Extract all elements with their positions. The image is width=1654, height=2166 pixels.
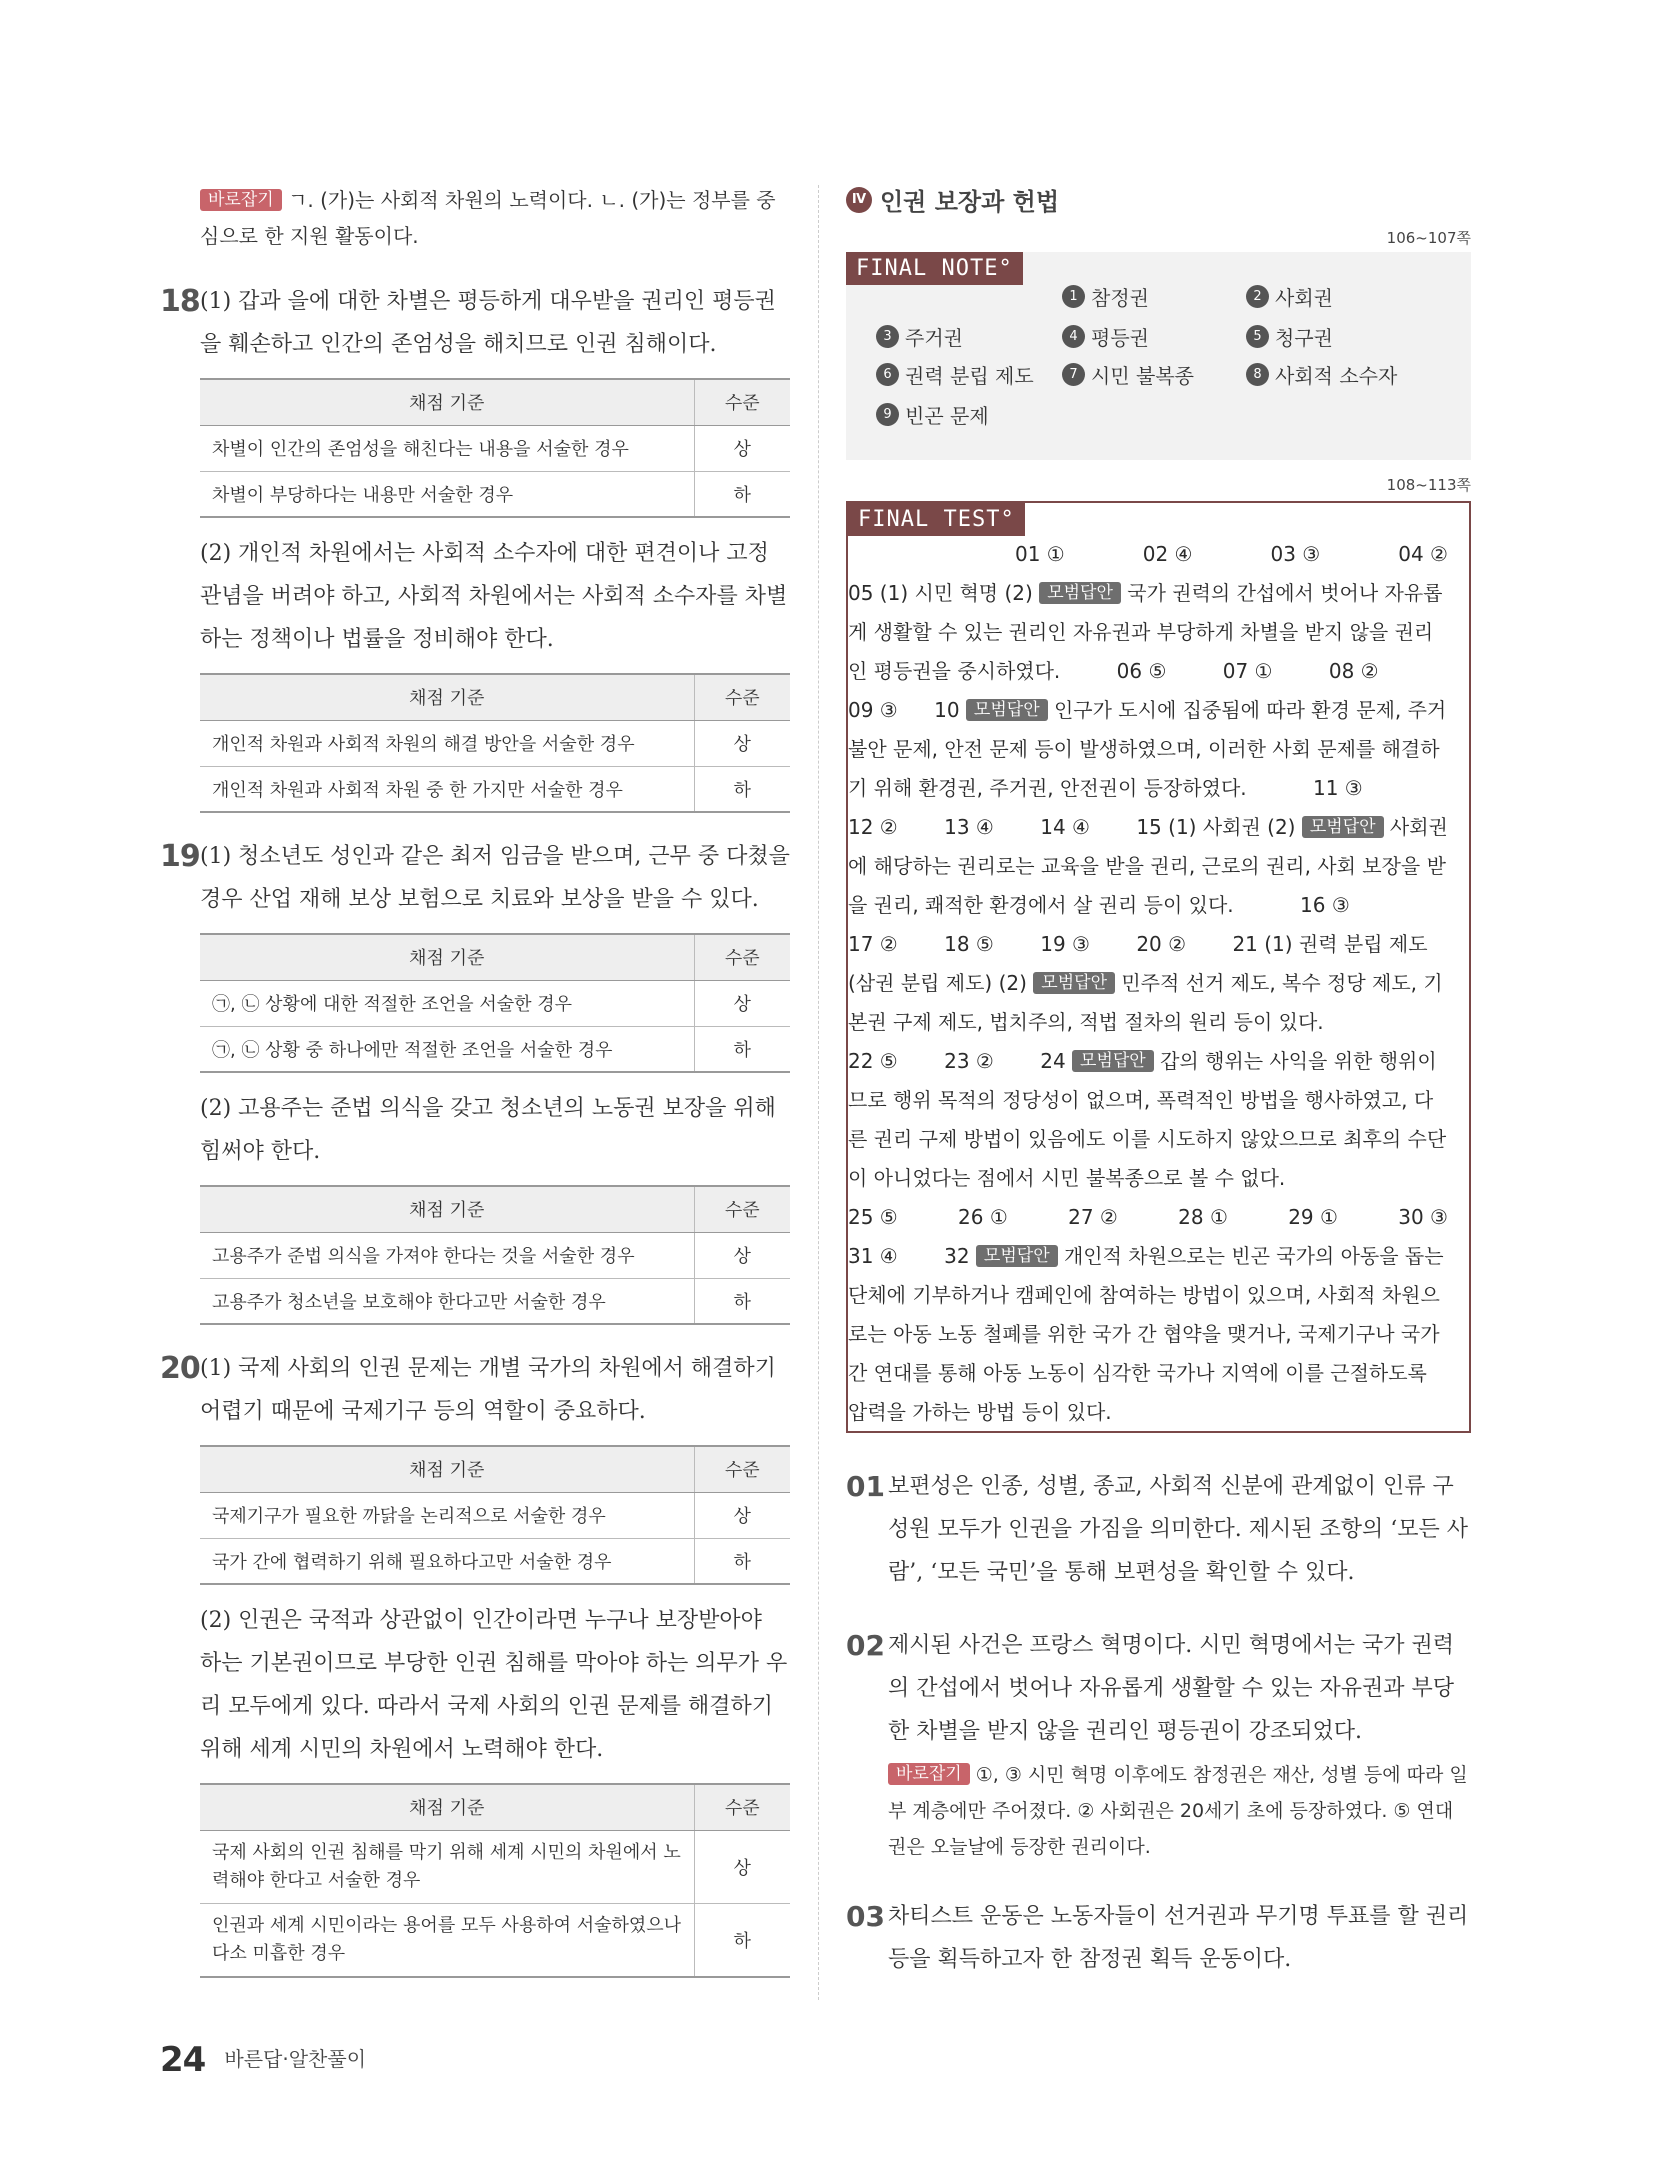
answer: 02 ④ xyxy=(1142,542,1193,566)
level-cell: 하 xyxy=(694,766,790,812)
circled-number-icon: 4 xyxy=(1062,325,1085,348)
answer-text: (1) 청소년도 성인과 같은 최저 임금을 받으며, 근무 중 다쳤을 경우 산업 재해 보상 보험으로 치료와 보상을 받을 수 있다. xyxy=(200,844,790,912)
section-title xyxy=(846,182,1471,217)
level-cell: 상 xyxy=(694,1830,790,1903)
criteria-cell: 인권과 세계 시민이라는 용어를 모두 사용하여 서술하였으나 다소 미흡한 경우 xyxy=(200,1903,694,1977)
criteria-cell: 국제 사회의 인권 침해를 막기 위해 세계 시민의 차원에서 노력해야 한다고 서술한 경우 xyxy=(200,1830,694,1903)
correction-note xyxy=(160,182,790,254)
right-column xyxy=(846,182,1471,1981)
final-note-box xyxy=(846,252,1471,460)
answer: 27 ② xyxy=(1068,1205,1118,1229)
level-cell: 하 xyxy=(694,1538,790,1584)
question-20 xyxy=(160,1347,790,1978)
level-header: 수준 xyxy=(694,1784,790,1830)
level-header: 수준 xyxy=(694,379,790,425)
question-number: 18 xyxy=(160,284,200,319)
answer: 29 ① xyxy=(1288,1205,1338,1229)
answer: 12 ② xyxy=(848,815,898,839)
criteria-cell: 개인적 차원과 사회적 차원의 해결 방안을 서술한 경우 xyxy=(200,720,694,766)
table-row xyxy=(200,1278,790,1324)
question-number: 01 xyxy=(846,1470,885,1503)
left-column xyxy=(160,182,790,1992)
grading-table xyxy=(200,1445,790,1585)
note-item-label: 사회적 소수자 xyxy=(1275,364,1398,388)
answer-22-24 xyxy=(848,1042,1448,1198)
q20-part2: (2) 인권은 국적과 상관없이 인간이라면 누구나 보장받아야 하는 기본권이므로 부당한 인권 침해를 막아야 하는 의무가 우리 모두에게 있다. 따라서 국제 사회의 인권 문제를 해결하기 위해 세계 시민의 차원에서 노력해야 한다. xyxy=(200,1608,788,1762)
page-footer xyxy=(160,2040,366,2080)
table-row xyxy=(200,1830,790,1903)
table-row xyxy=(200,1492,790,1538)
answer-17-21 xyxy=(848,925,1448,1042)
criteria-cell: ㉠, ㉡ 상황에 대한 적절한 조언을 서술한 경우 xyxy=(200,980,694,1026)
correction-tag: 바로잡기 xyxy=(888,1763,970,1785)
answer: 28 ① xyxy=(1178,1205,1228,1229)
column-divider xyxy=(818,185,819,2000)
final-test-answers xyxy=(848,535,1448,1432)
circled-number-icon: 8 xyxy=(1246,363,1269,386)
grading-table xyxy=(200,1783,790,1978)
answer: 16 ③ xyxy=(1300,893,1350,917)
note-item-label: 권력 분립 제도 xyxy=(905,364,1034,388)
explanation-02 xyxy=(846,1624,1471,1753)
note-item xyxy=(876,322,963,351)
answer: 19 ③ xyxy=(1040,932,1090,956)
answer: 08 ② xyxy=(1328,659,1379,683)
table-row xyxy=(200,471,790,517)
answer-12-16 xyxy=(848,808,1448,925)
explanation-text: 제시된 사건은 프랑스 혁명이다. 시민 혁명에서는 국가 권력의 간섭에서 벗어나 자유롭게 생활할 수 있는 자유권과 부당한 차별을 받지 않을 권리인 평등권이 강조되었다. xyxy=(888,1633,1454,1744)
final-note-pages: 106~107쪽 xyxy=(1386,229,1471,247)
explanation-text: 보편성은 인종, 성별, 종교, 사회적 신분에 관계없이 인류 구성원 모두가 인권을 가짐을 의미한다. 제시된 조항의 ‘모든 사람’, ‘모든 국민’을 통해 보편성을 확인할 수 있다. xyxy=(888,1474,1468,1585)
answer-head: 15 (1) 사회권 (2) xyxy=(1136,815,1296,839)
answer: 18 ⑤ xyxy=(944,932,994,956)
level-cell: 상 xyxy=(694,1492,790,1538)
table-row xyxy=(200,766,790,812)
level-cell: 하 xyxy=(694,471,790,517)
model-answer-tag: 모범답안 xyxy=(1302,816,1384,838)
question-19 xyxy=(160,835,790,1325)
q19-part1 xyxy=(160,835,790,921)
answer-head: 21 (1) 권력 분립 제도(삼권 분립 제도) (2) xyxy=(848,932,1428,995)
note-item xyxy=(1246,282,1333,311)
correction-text: ①, ③ 시민 혁명 이후에도 참정권은 재산, 성별 등에 따라 일부 계층에만 주어졌다. ② 사회권은 20세기 초에 등장하였다. ⑤ 연대권은 오늘날에 등장한 권리이다. xyxy=(888,1764,1468,1858)
correction-text: ㄱ. (가)는 사회적 차원의 노력이다. ㄴ. (가)는 정부를 중심으로 한 지원 활동이다. xyxy=(200,188,776,248)
note-item-label: 시민 불복종 xyxy=(1091,364,1194,388)
grading-table xyxy=(200,933,790,1073)
q20-part1 xyxy=(160,1347,790,1433)
criteria-cell: ㉠, ㉡ 상황 중 하나에만 적절한 조언을 서술한 경우 xyxy=(200,1026,694,1072)
answer-text: 인구가 도시에 집중됨에 따라 환경 문제, 주거 불안 문제, 안전 문제 등이 발생하였으며, 이러한 사회 문제를 해결하기 위해 환경권, 주거권, 안전권이 등장하였다. xyxy=(848,698,1447,800)
criteria-header: 채점 기준 xyxy=(200,379,694,425)
criteria-cell: 차별이 부당하다는 내용만 서술한 경우 xyxy=(200,471,694,517)
level-header: 수준 xyxy=(694,1186,790,1232)
grading-table xyxy=(200,1185,790,1325)
note-item-label: 사회권 xyxy=(1275,286,1333,310)
q18-part1 xyxy=(160,280,790,366)
note-item-label: 주거권 xyxy=(905,326,963,350)
answer: 20 ② xyxy=(1136,932,1187,956)
level-header: 수준 xyxy=(694,1446,790,1492)
note-item xyxy=(1246,322,1333,351)
table-row xyxy=(200,425,790,471)
question-number: 19 xyxy=(160,839,200,874)
answer-text: (1) 국제 사회의 인권 문제는 개별 국가의 차원에서 해결하기 어렵기 때문에 국제기구 등의 역할이 중요하다. xyxy=(200,1356,776,1424)
note-item xyxy=(1062,282,1149,311)
criteria-cell: 국가 간에 협력하기 위해 필요하다고만 서술한 경우 xyxy=(200,1538,694,1584)
circled-number-icon: 6 xyxy=(876,363,899,386)
section-number-icon: Ⅳ xyxy=(846,187,872,213)
table-row xyxy=(200,1903,790,1977)
level-cell: 상 xyxy=(694,425,790,471)
answer-head: 32 xyxy=(944,1244,970,1268)
answer-31-32 xyxy=(848,1237,1448,1432)
q19-part2: (2) 고용주는 준법 의식을 갖고 청소년의 노동권 보장을 위해 힘써야 한다. xyxy=(200,1096,776,1164)
final-note-banner: FINAL NOTE° xyxy=(846,252,1023,285)
criteria-cell: 국제기구가 필요한 까닭을 논리적으로 서술한 경우 xyxy=(200,1492,694,1538)
answer-09-10 xyxy=(848,691,1448,808)
note-item xyxy=(1062,322,1149,351)
circled-number-icon: 9 xyxy=(876,403,899,426)
level-cell: 상 xyxy=(694,720,790,766)
criteria-header: 채점 기준 xyxy=(200,674,694,720)
model-answer-tag: 모범답안 xyxy=(976,1245,1058,1267)
circled-number-icon: 7 xyxy=(1062,363,1085,386)
answer-head: 24 xyxy=(1040,1049,1066,1073)
answer-text: (1) 갑과 을에 대한 차별은 평등하게 대우받을 권리인 평등권을 훼손하고 인간의 존엄성을 해치므로 인권 침해이다. xyxy=(200,289,776,357)
answer: 04 ② xyxy=(1398,542,1448,566)
answer: 25 ⑤ xyxy=(848,1205,898,1229)
criteria-cell: 차별이 인간의 존엄성을 해친다는 내용을 서술한 경우 xyxy=(200,425,694,471)
level-cell: 하 xyxy=(694,1278,790,1324)
answer-head: 10 xyxy=(934,698,960,722)
answer: 17 ② xyxy=(848,932,898,956)
answer-text: 갑의 행위는 사익을 위한 행위이므로 행위 목적의 정당성이 없으며, 폭력적인 방법을 행사하였고, 다른 권리 구제 방법이 있음에도 이를 시도하지 않았으므로 최후의 수단이 아니었다는 점에서 시민 불복종으로 볼 수 없다. xyxy=(848,1049,1447,1190)
level-cell: 상 xyxy=(694,1232,790,1278)
criteria-header: 채점 기준 xyxy=(200,934,694,980)
answer-row xyxy=(848,535,1448,574)
criteria-header: 채점 기준 xyxy=(200,1446,694,1492)
grading-table xyxy=(200,378,790,518)
criteria-header: 채점 기준 xyxy=(200,1186,694,1232)
table-row xyxy=(200,1538,790,1584)
q18-part2: (2) 개인적 차원에서는 사회적 소수자에 대한 편견이나 고정관념을 버려야 하고, 사회적 차원에서는 사회적 소수자를 차별하는 정책이나 법률을 정비해야 한다. xyxy=(200,541,788,652)
explanation-03 xyxy=(846,1895,1471,1981)
note-item xyxy=(876,360,1034,389)
model-answer-tag: 모범답안 xyxy=(1033,972,1115,994)
criteria-header: 채점 기준 xyxy=(200,1784,694,1830)
circled-number-icon: 1 xyxy=(1062,285,1085,308)
answer-text: 사회권에 해당하는 권리로는 교육을 받을 권리, 근로의 권리, 사회 보장을 받을 권리, 쾌적한 환경에서 살 권리 등이 있다. xyxy=(848,815,1448,917)
answer: 26 ① xyxy=(958,1205,1008,1229)
answer-row xyxy=(848,1198,1448,1237)
question-number: 03 xyxy=(846,1900,885,1933)
answer: 30 ③ xyxy=(1398,1205,1448,1229)
explanation-01 xyxy=(846,1465,1471,1594)
note-item xyxy=(1062,360,1194,389)
answer-05 xyxy=(848,574,1448,691)
answer: 01 ① xyxy=(1015,542,1065,566)
final-test-pages: 108~113쪽 xyxy=(1386,476,1471,494)
model-answer-tag: 모범답안 xyxy=(966,699,1048,721)
note-item-label: 참정권 xyxy=(1091,286,1149,310)
model-answer-tag: 모범답안 xyxy=(1039,582,1121,604)
answer: 23 ② xyxy=(944,1049,994,1073)
model-answer-tag: 모범답안 xyxy=(1072,1050,1154,1072)
answer: 09 ③ xyxy=(848,698,898,722)
answer-text: 개인적 차원으로는 빈곤 국가의 아동을 돕는 단체에 기부하거나 캠페인에 참여하는 방법이 있으며, 사회적 차원으로는 아동 노동 철폐를 위한 국가 간 협약을 맺거나, 국제기구나 국가 간 연대를 통해 아동 노동이 심각한 국가나 지역에 이를 근절하도록 압력을 가하는 방법 등이 있다. xyxy=(848,1244,1444,1424)
final-test-banner: FINAL TEST° xyxy=(848,503,1025,536)
level-cell: 하 xyxy=(694,1903,790,1977)
grading-table xyxy=(200,673,790,813)
criteria-cell: 개인적 차원과 사회적 차원 중 한 가지만 서술한 경우 xyxy=(200,766,694,812)
answer: 31 ④ xyxy=(848,1244,898,1268)
answer: 06 ⑤ xyxy=(1116,659,1167,683)
circled-number-icon: 3 xyxy=(876,325,899,348)
answer: 22 ⑤ xyxy=(848,1049,898,1073)
circled-number-icon: 5 xyxy=(1246,325,1269,348)
table-row xyxy=(200,720,790,766)
note-item-label: 빈곤 문제 xyxy=(905,404,989,428)
level-cell: 하 xyxy=(694,1026,790,1072)
note-item-label: 청구권 xyxy=(1275,326,1333,350)
criteria-cell: 고용주가 청소년을 보호해야 한다고만 서술한 경우 xyxy=(200,1278,694,1324)
answer-text: 국가 권력의 간섭에서 벗어나 자유롭게 생활할 수 있는 권리인 자유권과 부당하게 차별을 받지 않을 권리인 평등권을 중시하였다. xyxy=(848,581,1443,683)
book-title: 바른답·알찬풀이 xyxy=(224,2047,367,2071)
answer: 14 ④ xyxy=(1040,815,1090,839)
page-number: 24 xyxy=(160,2040,206,2080)
question-number: 02 xyxy=(846,1629,885,1662)
question-18 xyxy=(160,280,790,813)
final-test-box xyxy=(846,501,1471,1433)
level-cell: 상 xyxy=(694,980,790,1026)
section-title-text: 인권 보장과 헌법 xyxy=(880,188,1059,216)
answer: 11 ③ xyxy=(1312,776,1363,800)
criteria-cell: 고용주가 준법 의식을 가져야 한다는 것을 서술한 경우 xyxy=(200,1232,694,1278)
table-row xyxy=(200,1232,790,1278)
table-row xyxy=(200,1026,790,1072)
question-number: 20 xyxy=(160,1351,200,1386)
level-header: 수준 xyxy=(694,934,790,980)
note-item-label: 평등권 xyxy=(1091,326,1149,350)
note-item xyxy=(876,400,989,429)
answer: 07 ① xyxy=(1222,659,1273,683)
circled-number-icon: 2 xyxy=(1246,285,1269,308)
level-header: 수준 xyxy=(694,674,790,720)
answer: 03 ③ xyxy=(1270,542,1321,566)
answer: 13 ④ xyxy=(944,815,994,839)
answer-text: 민주적 선거 제도, 복수 정당 제도, 기본권 구제 제도, 법치주의, 적법 절차의 원리 등이 있다. xyxy=(848,971,1443,1034)
table-row xyxy=(200,980,790,1026)
correction-tag: 바로잡기 xyxy=(200,189,282,211)
note-item xyxy=(1246,360,1397,389)
explanation-text: 차티스트 운동은 노동자들이 선거권과 무기명 투표를 할 권리 등을 획득하고자 한 참정권 획득 운동이다. xyxy=(888,1904,1469,1972)
answer-head: 05 (1) 시민 혁명 (2) xyxy=(848,581,1033,605)
correction-note xyxy=(846,1757,1471,1865)
